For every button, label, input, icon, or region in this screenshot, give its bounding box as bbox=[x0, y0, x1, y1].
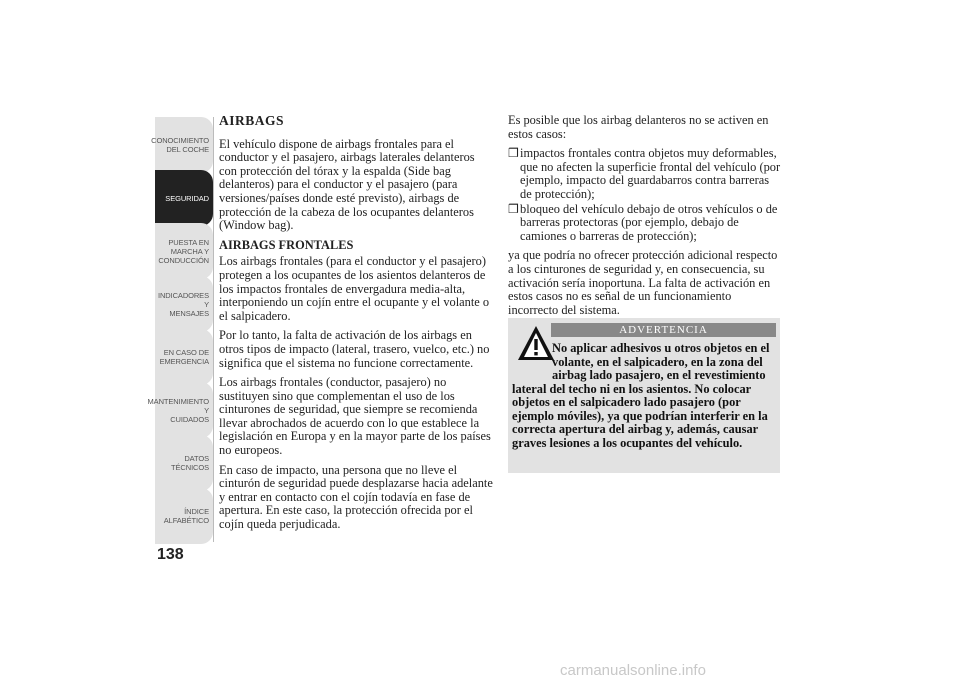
body-paragraph: Los airbags frontales (para el conductor y el pasajero) protegen a los ocupantes de los asientos delanteros de los impactos frontales de envergadura media-alta, interponiendo un cojín entre el ocupante y el volante o el salpicadero. bbox=[219, 254, 490, 323]
sidebar-tab-label: CONOCIMIENTO DEL COCHE bbox=[151, 136, 209, 154]
body-paragraph: Los airbags frontales (conductor, pasajero) no sustituyen sino que complementan el uso de los cinturones de seguridad, que siempre se recomienda llevar abrochados de acuerdo con lo que establece la legislación en Europa y en la mayor parte de los países no europeos. bbox=[219, 375, 491, 458]
sidebar-tab-label: EN CASO DE EMERGENCIA bbox=[159, 348, 209, 366]
body-paragraph: Por lo tanto, la falta de activación de los airbags en otros tipos de impacto (lateral, trasero, vuelco, etc.) no significa que el sistema no funcione correctamente. bbox=[219, 328, 490, 370]
icon-spacer bbox=[512, 342, 552, 370]
sidebar-tab-label: MANTENIMIENTO Y CUIDADOS bbox=[147, 396, 209, 424]
checkbox-bullet-icon: ❒ bbox=[508, 146, 519, 161]
warning-title: ADVERTENCIA bbox=[551, 323, 776, 337]
sidebar-tab-label: SEGURIDAD bbox=[165, 193, 209, 203]
right-column bbox=[508, 114, 781, 323]
page-number: 138 bbox=[157, 546, 184, 563]
sidebar-tab-indice[interactable] bbox=[155, 488, 213, 544]
sidebar-tab-label: INDICADORES Y MENSAJES bbox=[158, 290, 209, 318]
sidebar-tab-label: DATOS TÉCNICOS bbox=[171, 454, 209, 472]
sidebar-divider bbox=[213, 117, 214, 542]
sidebar-tab-seguridad[interactable] bbox=[155, 170, 213, 226]
intro-paragraph: El vehículo dispone de airbags frontales para el conductor y el pasajero, airbags laterales delanteros con protección del tórax y la espalda (Side bag delanteros) para el conductor y el pasajero (para versiones/países donde esté previsto), airbags de protección de la cabeza de los ocupantes delanteros (Window bag). bbox=[219, 136, 475, 233]
sidebar-tab-mantenimiento[interactable] bbox=[147, 382, 213, 438]
list-item bbox=[508, 203, 781, 244]
right-conclusion: ya que podría no ofrecer protección adicional respecto a los cinturones de seguridad y, en consecuencia, su activación sería inoportuna. La falta de activación en estos casos no es señal de un funcionamiento incorrecto del sistema. bbox=[508, 248, 778, 317]
body-paragraph: En caso de impacto, una persona que no lleve el cinturón de seguridad puede desplazarse hacia adelante y entrar en contacto con el cojín todavía en fase de apertura. En este caso, la protección ofrecida por el cojín queda perjudicada. bbox=[219, 462, 493, 532]
warning-text-block bbox=[512, 342, 774, 450]
subsection-title: AIRBAGS FRONTALES bbox=[219, 237, 354, 252]
sidebar-tab-label: PUESTA EN MARCHA Y CONDUCCIÓN bbox=[158, 237, 209, 265]
list-item bbox=[508, 147, 781, 201]
sidebar-tab-indicadores[interactable] bbox=[155, 276, 213, 332]
watermark: carmanualsonline.info bbox=[560, 662, 706, 679]
sidebar-tab-label: ÍNDICE ALFABÉTICO bbox=[163, 507, 209, 525]
left-column bbox=[219, 114, 494, 538]
sidebar-tab-puesta-en-marcha[interactable] bbox=[155, 223, 213, 279]
sidebar-tab-datos-tecnicos[interactable] bbox=[155, 435, 213, 491]
case-list bbox=[508, 147, 781, 243]
right-intro: Es posible que los airbag delanteros no se activen en estos casos: bbox=[508, 113, 769, 141]
warning-text: No aplicar adhesivos u otros objetos en el volante, en el salpicadero, en la zona del airbag lado pasajero, en el revestimiento lateral del techo ni en los asientos. No colocar objetos en el salpicadero lado pasajero (por ejemplo móviles), ya que podrían interferir en la correcta apertura del airbag y, además, causar graves lesiones a los ocupantes del vehículo. bbox=[512, 341, 770, 450]
list-item-text: impactos frontales contra objetos muy deformables, que no afecten la superficie frontal del vehículo (por ejemplo, impacto del guardabarros contra barreras de protección); bbox=[520, 146, 781, 201]
section-title: AIRBAGS bbox=[219, 113, 285, 128]
warning-box bbox=[508, 318, 780, 473]
sidebar-tab-conocimiento[interactable] bbox=[151, 117, 213, 173]
checkbox-bullet-icon: ❒ bbox=[508, 201, 519, 216]
list-item-text: bloqueo del vehículo debajo de otros vehículos o de barreras protectoras (por ejemplo, debajo de camiones o barreras de protección); bbox=[520, 201, 778, 243]
sidebar-tab-emergencia[interactable] bbox=[155, 329, 213, 385]
